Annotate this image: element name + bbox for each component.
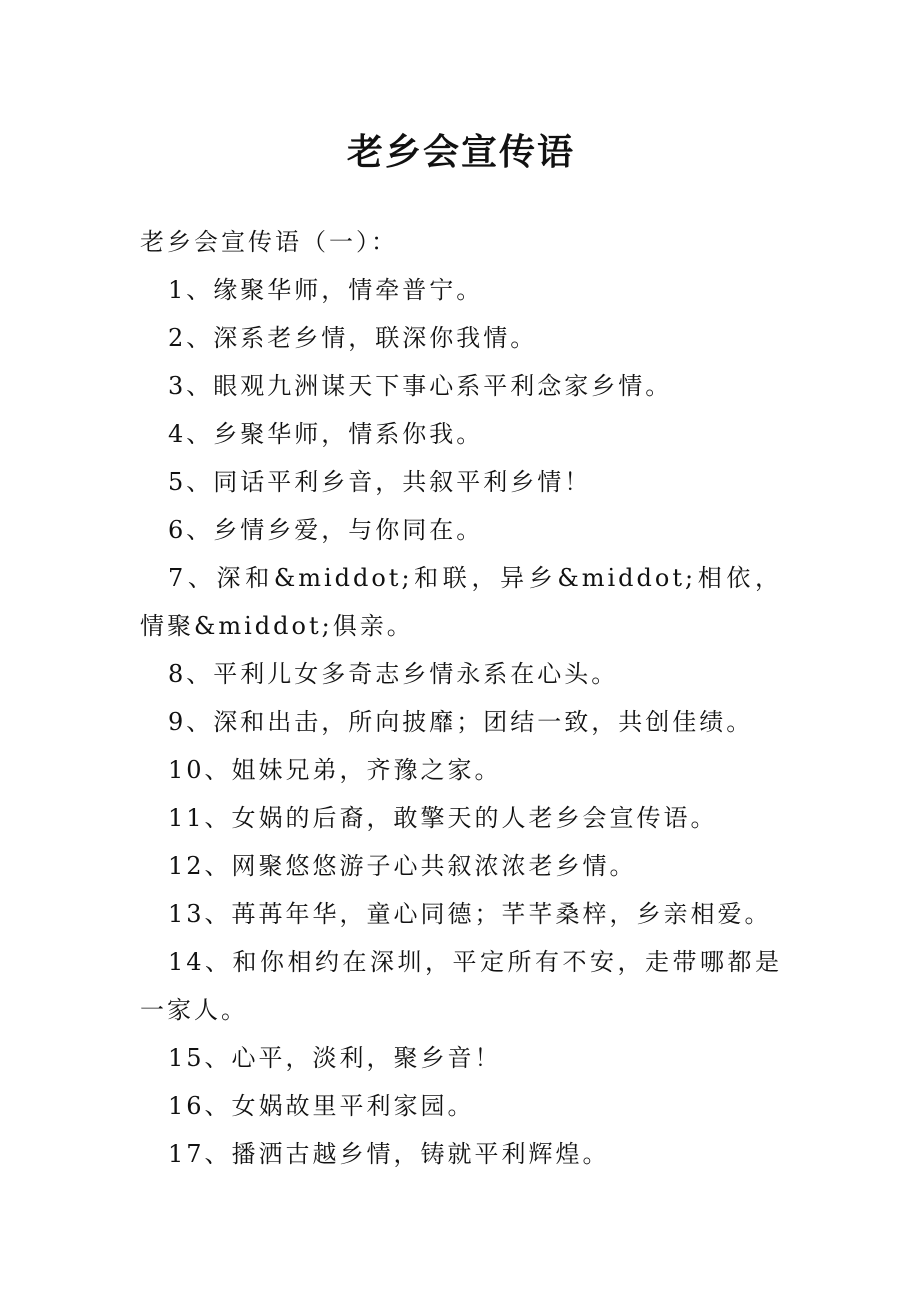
- list-item: 9、深和出击，所向披靡；团结一致，共创佳绩。: [168, 708, 754, 736]
- list-item: 6、乡情乡爱，与你同在。: [168, 516, 484, 544]
- document-page: [140, 128, 782, 1178]
- list-item: 1、缘聚华师，情牵普宁。: [168, 276, 484, 304]
- list-item: 7、深和&middot;和联，异乡&middot;相依，情聚&middot;俱亲。: [140, 564, 782, 640]
- section-heading: 老乡会宣传语（一）：: [140, 228, 398, 256]
- list-item: 12、网聚悠悠游子心共叙浓浓老乡情。: [168, 852, 637, 880]
- list-item: 4、乡聚华师，情系你我。: [168, 420, 484, 448]
- list-item: 3、眼观九洲谋天下事心系平利念家乡情。: [168, 372, 673, 400]
- list-item: 5、同话平利乡音，共叙平利乡情！: [168, 468, 592, 496]
- slogan-list: [140, 266, 782, 1178]
- list-item: 2、深系老乡情，联深你我情。: [168, 324, 538, 352]
- list-item: 10、姐妹兄弟，齐豫之家。: [168, 756, 502, 784]
- document-title: 老乡会宣传语: [346, 132, 575, 173]
- list-item: 17、播洒古越乡情，铸就平利辉煌。: [168, 1140, 610, 1168]
- list-item: 13、苒苒年华，童心同德；芊芊桑梓，乡亲相爱。: [168, 900, 772, 928]
- list-item: 14、和你相约在深圳，平定所有不安，走带哪都是一家人。: [140, 948, 782, 1024]
- list-item: 11、女娲的后裔，敢擎天的人老乡会宣传语。: [168, 804, 718, 832]
- list-item: 8、平利儿女多奇志乡情永系在心头。: [168, 660, 619, 688]
- list-item: 15、心平，淡利，聚乡音！: [168, 1044, 502, 1072]
- list-item: 16、女娲故里平利家园。: [168, 1092, 475, 1120]
